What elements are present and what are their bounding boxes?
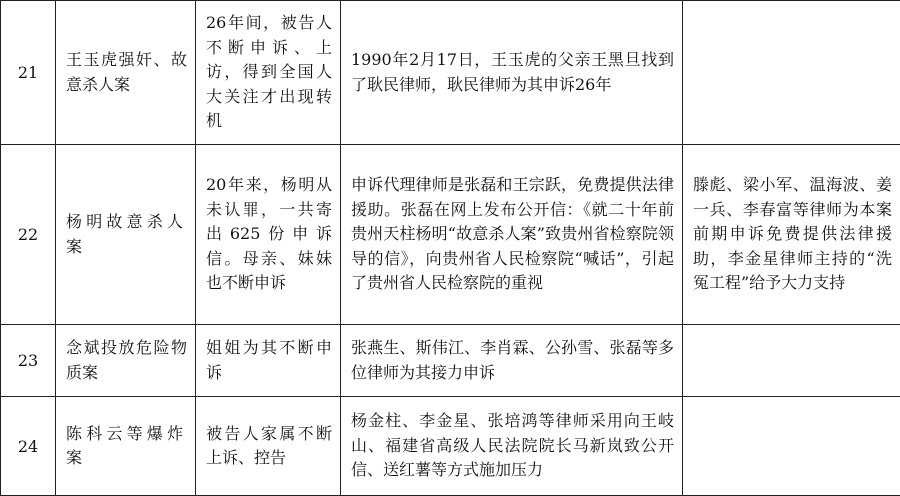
appeal-cell xyxy=(196,397,341,496)
lawyers-cell xyxy=(341,325,683,397)
appeal-text: 姐姐为其不断申诉 xyxy=(206,336,332,385)
support-text: 滕彪、梁小军、温海波、姜一兵、李春富等律师为本案前期申诉免费提供法律援助，李金星律师主持的“洗冤工程”给予大力支持 xyxy=(693,173,892,296)
case-name: 陈科云等爆炸案 xyxy=(66,422,187,471)
lawyers-cell xyxy=(341,145,683,325)
row-number: 24 xyxy=(1,397,56,496)
case-name-cell xyxy=(56,397,196,496)
appeal-text: 被告人家属不断上诉、控告 xyxy=(206,422,332,471)
lawyers-text: 申诉代理律师是张磊和王宗跃，免费提供法律援助。张磊在网上发布公开信：《就二十年前贵州天柱杨明“故意杀人案”致贵州省检察院领导的信》，向贵州省人民检察院“喊话”，引起了贵州省人民检察院的重视 xyxy=(351,173,674,296)
row-number: 21 xyxy=(1,1,56,145)
row-number: 22 xyxy=(1,145,56,325)
appeal-text: 26年间，被告人不断申诉、上访，得到全国人大关注才出现转机 xyxy=(206,11,332,134)
table-row-21 xyxy=(1,1,900,145)
appeal-cell xyxy=(196,325,341,397)
table-row-22 xyxy=(1,145,900,325)
lawyers-text: 张燕生、斯伟江、李肖霖、公孙雪、张磊等多位律师为其接力申诉 xyxy=(351,336,674,385)
row-number: 23 xyxy=(1,325,56,397)
appeal-cell xyxy=(196,145,341,325)
case-name: 念斌投放危险物质案 xyxy=(66,336,187,385)
lawyers-text: 1990年2月17日，王玉虎的父亲王黑旦找到了耿民律师，耿民律师为其申诉26年 xyxy=(351,48,674,97)
lawyers-cell xyxy=(341,1,683,145)
table-row-23 xyxy=(1,325,900,397)
support-cell xyxy=(683,1,900,145)
case-name-cell xyxy=(56,325,196,397)
case-name: 杨明故意杀人案 xyxy=(66,210,187,259)
support-cell xyxy=(683,325,900,397)
lawyers-text: 杨金柱、李金星、张培鸿等律师采用向王岐山、福建省高级人民法院院长马新岚致公开信、送红薯等方式施加压力 xyxy=(351,409,674,483)
lawyers-cell xyxy=(341,397,683,496)
support-cell xyxy=(683,397,900,496)
appeal-text: 20年来，杨明从未认罪，一共寄出625份申诉信。母亲、妹妹也不断申诉 xyxy=(206,173,332,296)
support-cell xyxy=(683,145,900,325)
table-row-24 xyxy=(1,397,900,496)
case-name-cell xyxy=(56,145,196,325)
case-name-cell xyxy=(56,1,196,145)
case-name: 王玉虎强奸、故意杀人案 xyxy=(66,48,187,97)
appeal-cell xyxy=(196,1,341,145)
